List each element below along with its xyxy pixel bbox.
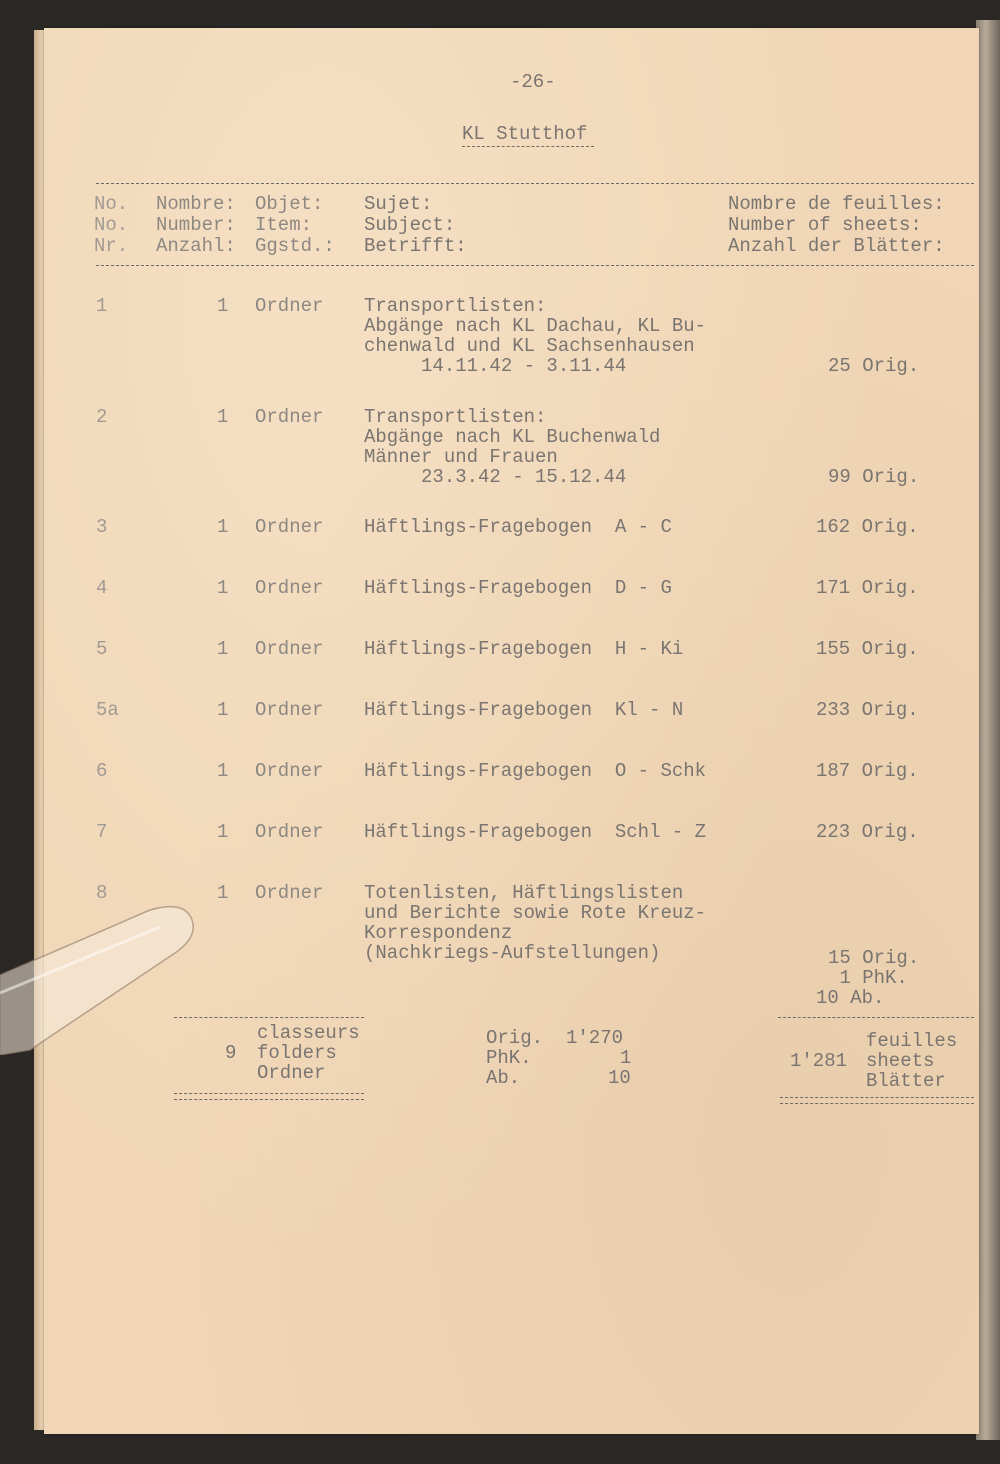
header-item-de: Ggstd.: bbox=[255, 235, 335, 257]
totals-folder-count: 9 bbox=[225, 1042, 237, 1064]
row-subject-line: Häftlings-Fragebogen Schl - Z bbox=[364, 821, 707, 843]
row-number: 6 bbox=[96, 760, 108, 782]
header-count-de: Anzahl: bbox=[156, 235, 236, 257]
row-number: 8 bbox=[96, 882, 108, 904]
row-count: 1 bbox=[217, 577, 229, 599]
binding-edge bbox=[976, 20, 1000, 1440]
row-subject-line: Korrespondenz bbox=[364, 922, 513, 944]
row-subject-line: Männer und Frauen bbox=[364, 446, 558, 468]
row-item: Ordner bbox=[255, 516, 324, 538]
totals-sheet-label-de: Blätter bbox=[866, 1070, 946, 1092]
row-sheets: 162 Orig. bbox=[816, 516, 919, 538]
row-subject-line: Transportlisten: bbox=[364, 295, 547, 317]
row-number: 4 bbox=[96, 577, 108, 599]
page-clip-icon bbox=[0, 905, 210, 1055]
row-item: Ordner bbox=[255, 577, 324, 599]
row-item: Ordner bbox=[255, 638, 324, 660]
row-sheets: 25 Orig. bbox=[828, 355, 920, 377]
row-sheets: 99 Orig. bbox=[828, 466, 920, 488]
totals-rule-right bbox=[778, 1017, 974, 1018]
row-subject-line: Häftlings-Fragebogen Kl - N bbox=[364, 699, 684, 721]
header-sheets-de: Anzahl der Blätter: bbox=[728, 235, 945, 257]
row-sheets: 187 Orig. bbox=[816, 760, 919, 782]
totals-sheet-label-en: sheets bbox=[866, 1050, 935, 1072]
row-subject-line: Häftlings-Fragebogen D - G bbox=[364, 577, 672, 599]
totals-sheet-label-fr: feuilles bbox=[866, 1030, 958, 1052]
totals-sheet-count: 1'281 bbox=[790, 1050, 848, 1072]
row-subject-line: chenwald und KL Sachsenhausen bbox=[364, 335, 695, 357]
totals-folder-label-fr: classeurs bbox=[257, 1022, 360, 1044]
row-sheets: 15 Orig. bbox=[828, 947, 920, 969]
row-sheets: 223 Orig. bbox=[816, 821, 919, 843]
row-subject-line: (Nachkriegs-Aufstellungen) bbox=[364, 942, 661, 964]
title-underline bbox=[462, 146, 594, 147]
header-rule-top bbox=[96, 183, 974, 184]
page-title: KL Stutthof bbox=[462, 123, 588, 145]
header-rule-bottom bbox=[96, 265, 974, 266]
row-count: 1 bbox=[217, 516, 229, 538]
row-number: 3 bbox=[96, 516, 108, 538]
totals-breakdown-label: PhK. bbox=[486, 1047, 532, 1069]
row-subject-line: Abgänge nach KL Dachau, KL Bu- bbox=[364, 315, 707, 337]
row-number: 2 bbox=[96, 406, 108, 428]
row-count: 1 bbox=[217, 638, 229, 660]
row-count: 1 bbox=[217, 882, 229, 904]
header-no-fr: No. bbox=[94, 193, 129, 215]
row-count: 1 bbox=[217, 295, 229, 317]
totals-double-rule-left bbox=[174, 1093, 364, 1100]
row-count: 1 bbox=[217, 760, 229, 782]
header-sheets-fr: Nombre de feuilles: bbox=[728, 193, 945, 215]
totals-folder-label-de: Ordner bbox=[257, 1062, 326, 1084]
row-sheets: 233 Orig. bbox=[816, 699, 919, 721]
header-no-en: No. bbox=[94, 214, 129, 236]
row-count: 1 bbox=[217, 821, 229, 843]
row-subject-line: Abgänge nach KL Buchenwald bbox=[364, 426, 661, 448]
row-number: 5 bbox=[96, 638, 108, 660]
row-subject-line: Häftlings-Fragebogen O - Schk bbox=[364, 760, 707, 782]
row-subject-line: Transportlisten: bbox=[364, 406, 547, 428]
row-item: Ordner bbox=[255, 699, 324, 721]
row-subject-line: Totenlisten, Häftlingslisten bbox=[364, 882, 684, 904]
header-count-en: Number: bbox=[156, 214, 236, 236]
row-item: Ordner bbox=[255, 295, 324, 317]
row-sheets: 10 Ab. bbox=[816, 987, 885, 1009]
header-item-en: Item: bbox=[255, 214, 313, 236]
totals-breakdown-label: Ab. bbox=[486, 1067, 521, 1089]
header-subject-de: Betrifft: bbox=[364, 235, 467, 257]
totals-double-rule-right bbox=[780, 1097, 974, 1104]
header-subject-fr: Sujet: bbox=[364, 193, 433, 215]
row-count: 1 bbox=[217, 699, 229, 721]
header-sheets-en: Number of sheets: bbox=[728, 214, 922, 236]
header-subject-en: Subject: bbox=[364, 214, 456, 236]
row-subject-line: 14.11.42 - 3.11.44 bbox=[364, 355, 627, 377]
row-subject-line: und Berichte sowie Rote Kreuz- bbox=[364, 902, 707, 924]
totals-breakdown-value: 10 bbox=[608, 1067, 631, 1089]
row-item: Ordner bbox=[255, 406, 324, 428]
totals-breakdown-value: 1'270 bbox=[566, 1027, 624, 1049]
row-number: 7 bbox=[96, 821, 108, 843]
row-subject-line: 23.3.42 - 15.12.44 bbox=[364, 466, 627, 488]
header-count-fr: Nombre: bbox=[156, 193, 236, 215]
header-no-de: Nr. bbox=[94, 235, 129, 257]
totals-breakdown-label: Orig. bbox=[486, 1027, 544, 1049]
row-item: Ordner bbox=[255, 821, 324, 843]
totals-folder-label-en: folders bbox=[257, 1042, 337, 1064]
row-sheets: 1 PhK. bbox=[828, 967, 908, 989]
page-number: -26- bbox=[510, 71, 556, 93]
header-item-fr: Objet: bbox=[255, 193, 324, 215]
row-item: Ordner bbox=[255, 882, 324, 904]
totals-breakdown-value: 1 bbox=[620, 1047, 632, 1069]
row-number: 1 bbox=[96, 295, 108, 317]
row-sheets: 171 Orig. bbox=[816, 577, 919, 599]
row-count: 1 bbox=[217, 406, 229, 428]
row-sheets: 155 Orig. bbox=[816, 638, 919, 660]
row-item: Ordner bbox=[255, 760, 324, 782]
row-number: 5a bbox=[96, 699, 119, 721]
row-subject-line: Häftlings-Fragebogen H - Ki bbox=[364, 638, 684, 660]
row-subject-line: Häftlings-Fragebogen A - C bbox=[364, 516, 672, 538]
